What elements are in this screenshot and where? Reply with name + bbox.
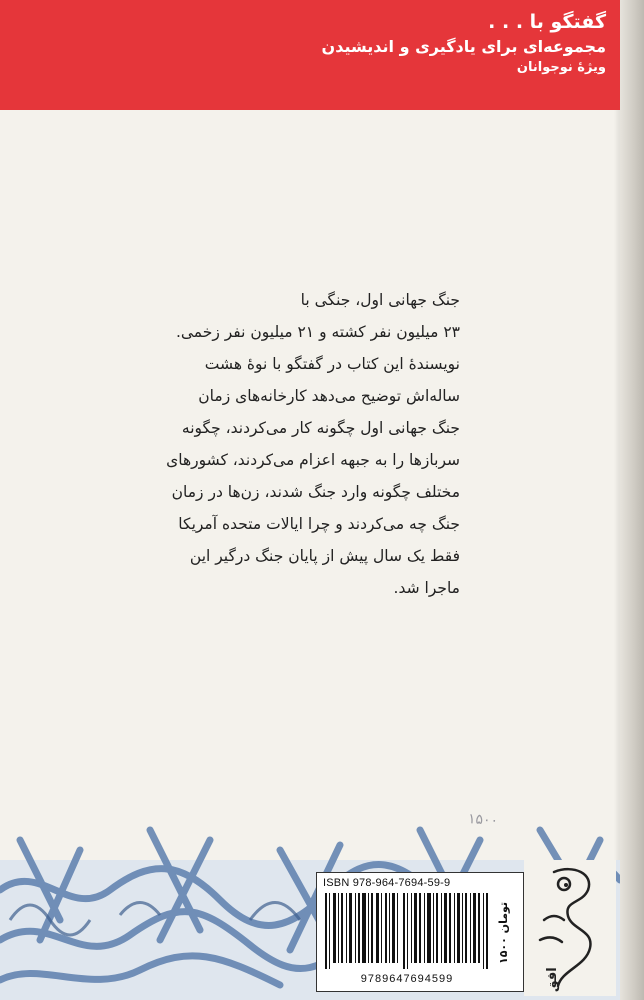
blurb-text: [140, 284, 460, 604]
header-band: [0, 0, 620, 110]
blurb-line: جنگ جهانی اول، جنگی با: [300, 291, 460, 309]
blurb-line: جنگ چه می‌کردند و چرا ایالات متحده آمریکا: [178, 515, 460, 533]
blurb-line: جنگ جهانی اول چگونه کار می‌کردند، چگونه: [181, 419, 460, 437]
price-label: ۱۵۰۰ تومان: [497, 901, 510, 965]
series-title: گفتگو با . . .: [488, 11, 606, 33]
blurb-line: ۲۳ میلیون نفر کشته و ۲۱ میلیون نفر زخمی.: [175, 323, 460, 341]
barcode-label: [316, 872, 524, 992]
blurb-line: سربازها را به جبهه اعزام می‌کردند، کشورهای: [166, 451, 460, 469]
blurb-line: فقط یک سال پیش از پایان جنگ درگیر این: [189, 547, 460, 565]
blurb-line: ماجرا شد.: [393, 579, 460, 597]
barcode-bars: [325, 893, 489, 969]
handwritten-price-note: ۱۵۰۰: [467, 810, 499, 830]
blurb-line: نویسندهٔ این کتاب در گفتگو با نوهٔ هشت: [204, 355, 460, 373]
publisher-logo-text: افق: [545, 967, 560, 992]
isbn-text: ISBN 978-964-7694-59-9: [323, 877, 451, 889]
blurb-line: مختلف چگونه وارد جنگ شدند، زن‌ها در زمان: [171, 483, 460, 501]
barcode-number: 9789647694599: [360, 973, 454, 985]
audience-label: ویژهٔ نوجوانان: [516, 60, 606, 75]
book-edge: [620, 0, 644, 1000]
series-subtitle: مجموعه‌ای برای یادگیری و اندیشیدن: [321, 37, 606, 56]
publisher-logo: [524, 860, 616, 996]
blurb-line: ساله‌اش توضیح می‌دهد کارخانه‌های زمان: [198, 387, 460, 405]
